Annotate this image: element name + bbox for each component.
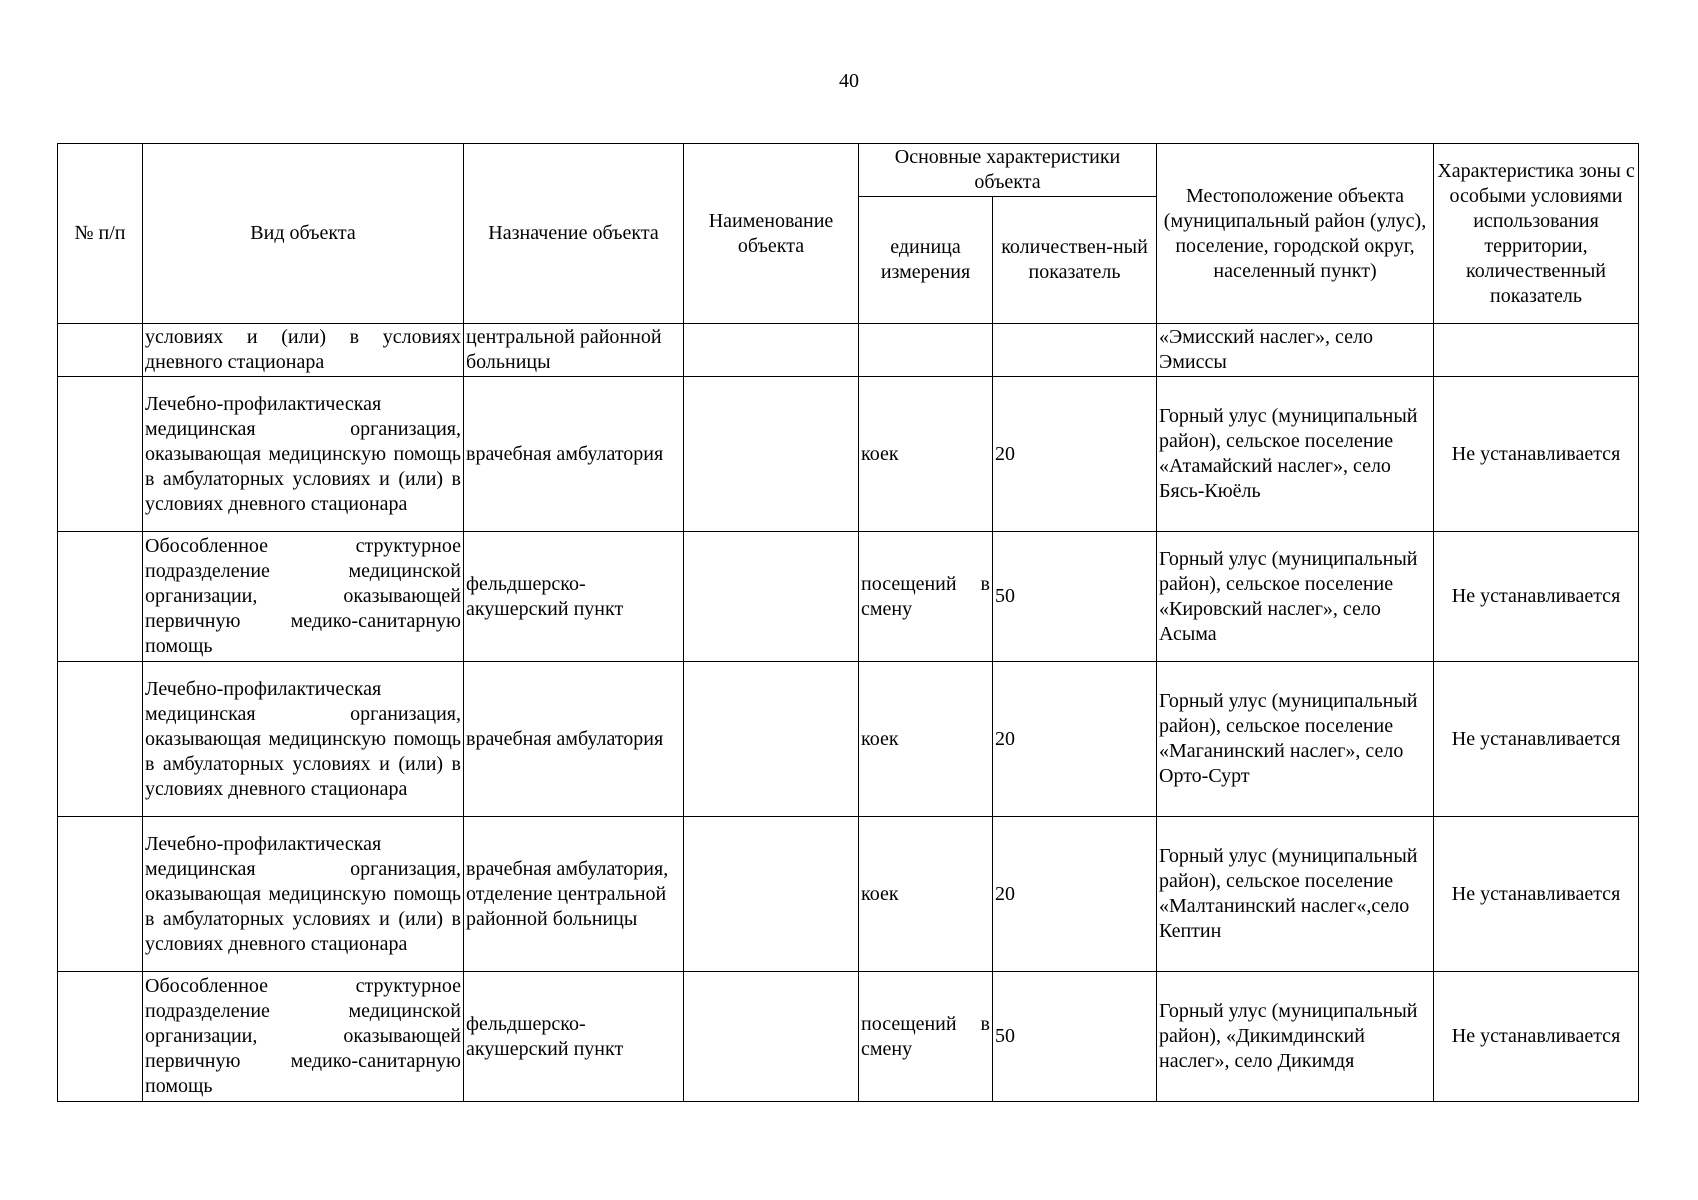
cell-num (58, 532, 143, 662)
cell-object-purpose: врачебная амбулатория (464, 662, 684, 817)
cell-quantity: 50 (993, 972, 1157, 1102)
cell-object-purpose: врачебная амбулатория, отделение центральной районной больницы (464, 817, 684, 972)
cell-unit: коек (859, 662, 993, 817)
cell-num (58, 662, 143, 817)
cell-location: Горный улус (муниципальный район), сельское поселение «Маганинский наслег», село Орто-Сурт (1157, 662, 1434, 817)
cell-num (58, 324, 143, 377)
cell-zone (1434, 324, 1639, 377)
cell-quantity: 50 (993, 532, 1157, 662)
cell-location: Горный улус (муниципальный район), сельское поселение «Кировский наслег», село Асыма (1157, 532, 1434, 662)
cell-quantity: 20 (993, 662, 1157, 817)
cell-zone: Не устанавливается (1434, 532, 1639, 662)
cell-object-name (684, 324, 859, 377)
cell-object-purpose: фельдшерско-акушерский пункт (464, 532, 684, 662)
table-row (58, 817, 1639, 972)
cell-object-purpose: центральной районной больницы (464, 324, 684, 377)
cell-unit (859, 324, 993, 377)
cell-unit: посещений в смену (859, 972, 993, 1102)
cell-object-name (684, 817, 859, 972)
header-unit: единица измерения (859, 197, 993, 324)
header-zone: Характеристика зоны с особыми условиями использования территории, количественный показатель (1434, 144, 1639, 324)
header-num: № п/п (58, 144, 143, 324)
cell-object-purpose: врачебная амбулатория (464, 377, 684, 532)
cell-object-type: условиях и (или) в условиях дневного стационара (143, 324, 464, 377)
header-quantity: количествен-ный показатель (993, 197, 1157, 324)
cell-object-type: Лечебно-профилактическая медицинская организация, оказывающая медицинскую помощь в амбулаторных условиях и (или) в условиях дневного стационара (143, 817, 464, 972)
cell-quantity (993, 324, 1157, 377)
cell-object-purpose: фельдшерско-акушерский пункт (464, 972, 684, 1102)
cell-quantity: 20 (993, 817, 1157, 972)
cell-object-type: Лечебно-профилактическая медицинская организация, оказывающая медицинскую помощь в амбулаторных условиях и (или) в условиях дневного стационара (143, 377, 464, 532)
table-row (58, 662, 1639, 817)
header-name: Наименование объекта (684, 144, 859, 324)
cell-location: Горный улус (муниципальный район), «Дикимдинский наслег», село Дикимдя (1157, 972, 1434, 1102)
table-row (58, 972, 1639, 1102)
table-header (58, 144, 1639, 324)
cell-object-name (684, 532, 859, 662)
table-body (58, 324, 1639, 1102)
header-location: Местоположение объекта (муниципальный район (улус), поселение, городской округ, населенный пункт) (1157, 144, 1434, 324)
page-number: 40 (839, 70, 859, 92)
cell-location: «Эмисский наслег», село Эмиссы (1157, 324, 1434, 377)
cell-object-name (684, 972, 859, 1102)
header-purpose: Назначение объекта (464, 144, 684, 324)
header-type: Вид объекта (143, 144, 464, 324)
cell-unit: коек (859, 817, 993, 972)
cell-quantity: 20 (993, 377, 1157, 532)
cell-num (58, 817, 143, 972)
header-main-characteristics: Основные характеристики объекта (859, 144, 1157, 197)
table-row (58, 324, 1639, 377)
cell-object-name (684, 662, 859, 817)
cell-zone: Не устанавливается (1434, 972, 1639, 1102)
cell-unit: коек (859, 377, 993, 532)
table-row (58, 532, 1639, 662)
cell-zone: Не устанавливается (1434, 662, 1639, 817)
cell-object-type: Лечебно-профилактическая медицинская организация, оказывающая медицинскую помощь в амбулаторных условиях и (или) в условиях дневного стационара (143, 662, 464, 817)
cell-object-type: Обособленное структурное подразделение медицинской организации, оказывающей первичную медико-санитарную помощь (143, 972, 464, 1102)
cell-location: Горный улус (муниципальный район), сельское поселение «Атамайский наслег», село Бясь-Кюёль (1157, 377, 1434, 532)
objects-table (57, 143, 1639, 1102)
cell-location: Горный улус (муниципальный район), сельское поселение «Малтанинский наслег«,село Кептин (1157, 817, 1434, 972)
cell-zone: Не устанавливается (1434, 817, 1639, 972)
cell-object-type: Обособленное структурное подразделение медицинской организации, оказывающей первичную медико-санитарную помощь (143, 532, 464, 662)
table-row (58, 377, 1639, 532)
cell-num (58, 377, 143, 532)
cell-object-name (684, 377, 859, 532)
cell-num (58, 972, 143, 1102)
cell-unit: посещений в смену (859, 532, 993, 662)
cell-zone: Не устанавливается (1434, 377, 1639, 532)
